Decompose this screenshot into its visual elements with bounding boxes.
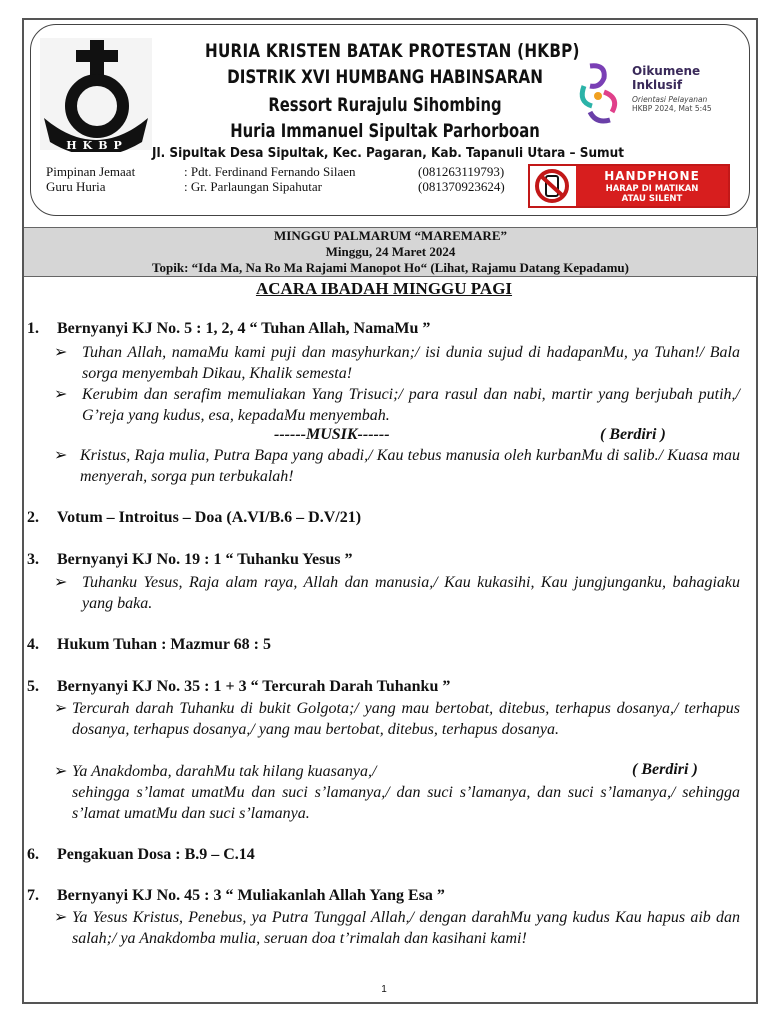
no-phone-icon (532, 168, 572, 204)
ressort-name: Ressort Rurajulu Sihombing (268, 94, 502, 116)
arrow-bullet-icon: ➢ (54, 763, 68, 780)
section-number: 5. (27, 678, 39, 695)
guru-name: : Gr. Parlaungan Sipahutar (184, 179, 322, 194)
section-number: 7. (27, 887, 39, 904)
order-of-service-title: ACARA IBADAH MINGGU PAGI (255, 279, 513, 298)
church-name: HURIA KRISTEN BATAK PROTESTAN (HKBP) (205, 40, 580, 62)
verse-text: Tercurah darah Tuhanku di bukit Golgota;/ yang mau bertobat, ditebus, terhapus dosanya,/ terhapus dosanya, terhapus dosanya,/ yang mau bertobat, ditebus, terhapus dosanya. (72, 700, 740, 738)
verse-1b (54, 384, 740, 426)
verse-text: Tuhan Allah, namaMu kami puji dan masyhurkan;/ isi dunia sujud di hadapanMu, ya Tuhan!/ Bala sorga menyembah Dikau, Khalik semesta! (82, 344, 740, 382)
verse-text: Kristus, Raja mulia, Putra Bapa yang abadi,/ Kau tebus manusia oleh kurbanMu di salib./ Kuasa mau menyerah, sorga pun terbukalah! (80, 447, 740, 485)
service-date: Minggu, 24 Maret 2024 (325, 244, 456, 259)
verse-7 (54, 907, 740, 970)
section-number: 6. (27, 846, 39, 863)
verse-1c (54, 445, 740, 487)
oikumene-verse: HKBP 2024, Mat 5:45 (632, 104, 712, 113)
arrow-bullet-icon: ➢ (54, 344, 68, 361)
logo-text: HKBP (66, 139, 128, 152)
congregation-name: Huria Immanuel Sipultak Parhorboan (230, 120, 540, 142)
oikumene-title: Oikumene (632, 64, 701, 78)
verse-3 (54, 572, 740, 614)
handphone-notice (528, 164, 730, 208)
oikumene-subtitle: Orientasi Pelayanan (632, 95, 708, 104)
section-number: 1. (27, 320, 39, 337)
church-address: Jl. Sipultak Desa Sipultak, Kec. Pagaran, Kab. Tapanuli Utara – Sumut (151, 146, 625, 161)
arrow-bullet-icon: ➢ (54, 700, 68, 717)
verse-5a (54, 698, 740, 761)
guru-label: Guru Huria (46, 179, 106, 194)
section-title: Pengakuan Dosa : B.9 – C.14 (57, 846, 255, 863)
verse-1a (54, 342, 740, 384)
section-title: Bernyanyi KJ No. 19 : 1 “ Tuhanku Yesus ” (57, 551, 353, 568)
arrow-bullet-icon: ➢ (54, 909, 68, 926)
guru-phone: (081370923624) (418, 179, 505, 194)
sunday-theme-box (24, 227, 757, 277)
section-title: Bernyanyi KJ No. 5 : 1, 2, 4 “ Tuhan Allah, NamaMu ” (57, 320, 431, 337)
section-title: Bernyanyi KJ No. 45 : 3 “ Muliakanlah Allah Yang Esa ” (57, 887, 445, 904)
section-number: 3. (27, 551, 39, 568)
page-number: 1 (381, 984, 387, 995)
pimpinan-label: Pimpinan Jemaat (46, 164, 136, 179)
verse-text: Ya Yesus Kristus, Penebus, ya Putra Tunggal Allah,/ dengan darahMu yang kudus Kau hapus aib dan salah;/ ya Anakdomba mulia, seruan doa t’rimalah dan kasihani kami! (72, 909, 740, 947)
hkbp-cross-logo-icon (38, 36, 154, 152)
verse-text: Kerubim dan serafim memuliakan Yang Trisuci;/ para rasul dan nabi, martir yang berjubah putih,/ G’reja yang kudus, esa, kepadaMu menyembah. (82, 386, 740, 424)
pimpinan-phone: (081263119793) (418, 164, 505, 179)
arrow-bullet-icon: ➢ (54, 386, 68, 403)
district-name: DISTRIK XVI HUMBANG HABINSARAN (227, 66, 543, 88)
berdiri-cue: ( Berdiri ) (632, 761, 698, 778)
section-number: 2. (27, 509, 39, 526)
handphone-instruction: HARAP DI MATIKAN (605, 184, 699, 194)
sunday-name: MINGGU PALMARUM “MAREMARE” (273, 228, 507, 243)
section-title: Votum – Introitus – Doa (A.VI/B.6 – D.V/21) (57, 509, 362, 526)
verse-text: Tuhanku Yesus, Raja alam raya, Allah dan manusia,/ Kau kukasihi, Kau jungjunganku, bahagiaku yang baka. (82, 574, 740, 612)
section-title: Bernyanyi KJ No. 35 : 1 + 3 “ Tercurah Darah Tuhanku ” (57, 678, 451, 695)
handphone-title: HANDPHONE (604, 169, 700, 183)
verse-text: sehingga s’lamat umatMu dan suci s’lamanya,/ dan suci s’lamanya, dan suci s’lamanya,/ sehingga s’lamat umatMu dan suci s’lamanya. (72, 784, 740, 822)
musik-cue: ------MUSIK------ (274, 426, 390, 443)
sermon-topic: Topik: “Ida Ma, Na Ro Ma Rajami Manopot Ho“ (Lihat, Rajamu Datang Kepadamu) (152, 260, 629, 275)
pimpinan-name: : Pdt. Ferdinand Fernando Silaen (184, 164, 356, 179)
arrow-bullet-icon: ➢ (54, 447, 68, 464)
section-number: 4. (27, 636, 39, 653)
berdiri-cue: ( Berdiri ) (600, 426, 666, 443)
verse-text-first-line: Ya Anakdomba, darahMu tak hilang kuasanya,/ (72, 763, 377, 780)
arrow-bullet-icon: ➢ (54, 574, 68, 591)
section-title: Hukum Tuhan : Mazmur 68 : 5 (57, 636, 271, 653)
inklusif-title: Inklusif (632, 78, 683, 92)
handphone-instruction-2: ATAU SILENT (621, 194, 683, 204)
